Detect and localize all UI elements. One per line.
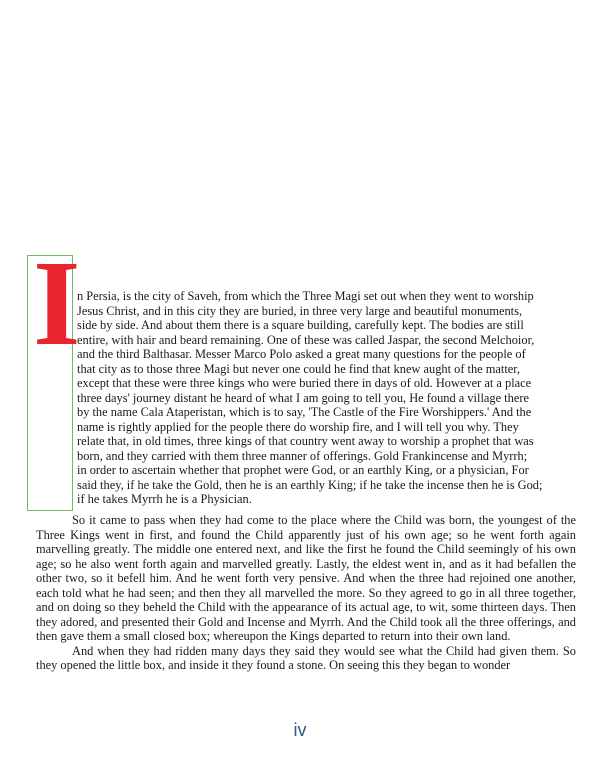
first-paragraph (77, 289, 577, 507)
text-line: and the third Balthasar. Messer Marco Polo asked a great many questions for the people of (77, 347, 526, 361)
text-line: three days' journey distant he heard of what I am going to tell you, He found a village there (77, 390, 529, 405)
paragraph: And when they had ridden many days they said they would see what the Child had given them. So they opened the little box, and inside it they found a stone. On seeing this they began to wonder (36, 643, 576, 672)
body-text (36, 513, 576, 673)
text-line: side by side. And about them there is a square building, carefully kept. The bodies are still (77, 318, 524, 332)
text-line: except that these were three kings who were buried there in days of old. However at a place (77, 376, 532, 390)
text-line: by the name Cala Ataperistan, which is to say, 'The Castle of the Fire Worshippers.' And the (77, 405, 532, 419)
paragraph: So it came to pass when they had come to the place where the Child was born, the youngest of the Three Kings went in first, and found the Child apparently just of his own age; so he went forth again marvelling greatly. The middle one entered next, and like the first he found the Child seemingly of his own age; so he also went forth again and marvelled greatly. Lastly, the eldest went in, and as it had befallen the other two, so it befell him. And he went forth very pensive. And when the three had rejoined one another, each told what he had seen; and then they all marvelled the more. So they agreed to go in all three together, and on doing so they beheld the Child with the appearance of its actual age, to wit, some thirteen days. Then they adored, and presented their Gold and Incense and Myrrh. And the Child took all the three offerings, and then gave them a small closed box; whereupon the Kings departed to return into their own land. (36, 513, 576, 643)
text-line: if he takes Myrrh he is a Physician. (77, 492, 252, 506)
text-line: relate that, in old times, three kings of that country went away to worship a prophet that was (77, 434, 534, 448)
text-line: that city as to those three Magi but never one could he find that knew aught of the matter, (77, 361, 521, 376)
text-line: n Persia, is the city of Saveh, from which the Three Magi set out when they went to worship (77, 289, 534, 303)
page-number: iv (293, 720, 307, 740)
text-line: entire, with hair and beard remaining. One of these was called Jaspar, the second Melchoior, (77, 332, 535, 347)
text-line: in order to ascertain whether that prophet were God, or an earthly King, or a physician, For (77, 463, 529, 477)
text-line: born, and they carried with them three manner of offerings. Gold Frankincense and Myrrh; (77, 448, 528, 463)
text-line: Jesus Christ, and in this city they are buried, in three very large and beautiful monuments, (77, 303, 523, 318)
text-line: name is rightly applied for the people there do worship fire, and I will tell you why. They (77, 419, 519, 434)
drop-cap-letter: I (33, 236, 81, 371)
text-line: said they, if he take the Gold, then he is an earthly King; if he take the incense then he is God; (77, 477, 543, 492)
